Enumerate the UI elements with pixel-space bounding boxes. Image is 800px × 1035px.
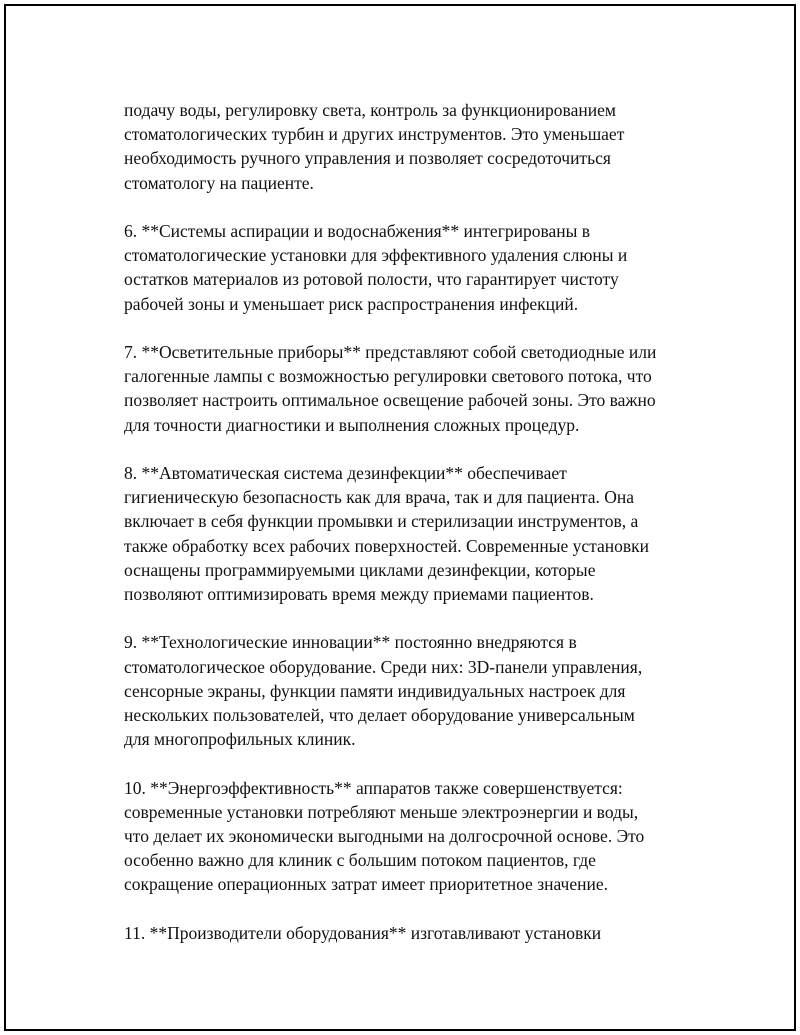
- paragraph-item-11: [124, 921, 704, 945]
- text-line: для точности диагностики и выполнения сложных процедур.: [124, 414, 580, 435]
- text-line: гигиеническую безопасность как для врача, так и для пациента. Она: [124, 487, 635, 508]
- document-body: [124, 98, 704, 969]
- text-line: остатков материалов из ротовой полости, что гарантирует чистоту: [124, 269, 619, 290]
- text-line: подачу воды, регулировку света, контроль за функционированием: [124, 100, 616, 120]
- paragraph-item-10: [124, 776, 704, 897]
- text-line: 6. **Системы аспирации и водоснабжения** интегрированы в: [124, 221, 591, 241]
- text-line: включает в себя функции промывки и стерилизации инструментов, а: [124, 511, 639, 532]
- text-line: оснащены программируемыми циклами дезинфекции, которые: [124, 559, 596, 580]
- text-line: стоматологическое оборудование. Среди них: 3D-панели управления,: [124, 656, 643, 677]
- text-line: позволяют оптимизировать время между приемами пациентов.: [124, 584, 594, 605]
- text-line: нескольких пользователей, что делает оборудование универсальным: [124, 705, 635, 726]
- text-line: 9. **Технологические инновации** постоянно внедряются в: [124, 632, 577, 653]
- text-line: необходимость ручного управления и позволяет сосредоточиться: [124, 148, 611, 169]
- paragraph-item-8: [124, 461, 704, 606]
- text-line: 10. **Энергоэффективность** аппаратов также совершенствуется:: [124, 777, 623, 798]
- text-line: современные установки потребляют меньше электроэнергии и воды,: [124, 801, 639, 822]
- paragraph-item-9: [124, 630, 704, 751]
- text-line: также обработку всех рабочих поверхностей. Современные установки: [124, 535, 650, 556]
- text-line: 8. **Автоматическая система дезинфекции** обеспечивает: [124, 463, 567, 483]
- paragraph-continuation: [124, 98, 704, 195]
- text-line: 11. **Производители оборудования** изготавливают установки: [124, 922, 602, 943]
- text-line: сенсорные экраны, функции памяти индивидуальных настроек для: [124, 680, 626, 701]
- paragraph-item-6: [124, 219, 704, 316]
- text-line: стоматологические установки для эффективного удаления слюны и: [124, 245, 628, 266]
- text-line: стоматологу на пациенте.: [124, 172, 314, 193]
- text-line: 7. **Осветительные приборы** представляют собой светодиодные или: [124, 342, 657, 362]
- text-line: особенно важно для клиник с большим потоком пациентов, где: [124, 850, 596, 871]
- paragraph-item-7: [124, 340, 704, 437]
- text-line: для многопрофильных клиник.: [124, 729, 356, 750]
- text-line: галогенные лампы с возможностью регулировки светового потока, что: [124, 366, 652, 387]
- page-frame: [4, 4, 796, 1031]
- text-line: сокращение операционных затрат имеет приоритетное значение.: [124, 874, 608, 895]
- text-line: рабочей зоны и уменьшает риск распространения инфекций.: [124, 293, 579, 314]
- text-line: стоматологических турбин и других инструментов. Это уменьшает: [124, 124, 625, 145]
- text-line: позволяет настроить оптимальное освещение рабочей зоны. Это важно: [124, 390, 656, 411]
- text-line: что делает их экономически выгодными на долгосрочной основе. Это: [124, 826, 645, 847]
